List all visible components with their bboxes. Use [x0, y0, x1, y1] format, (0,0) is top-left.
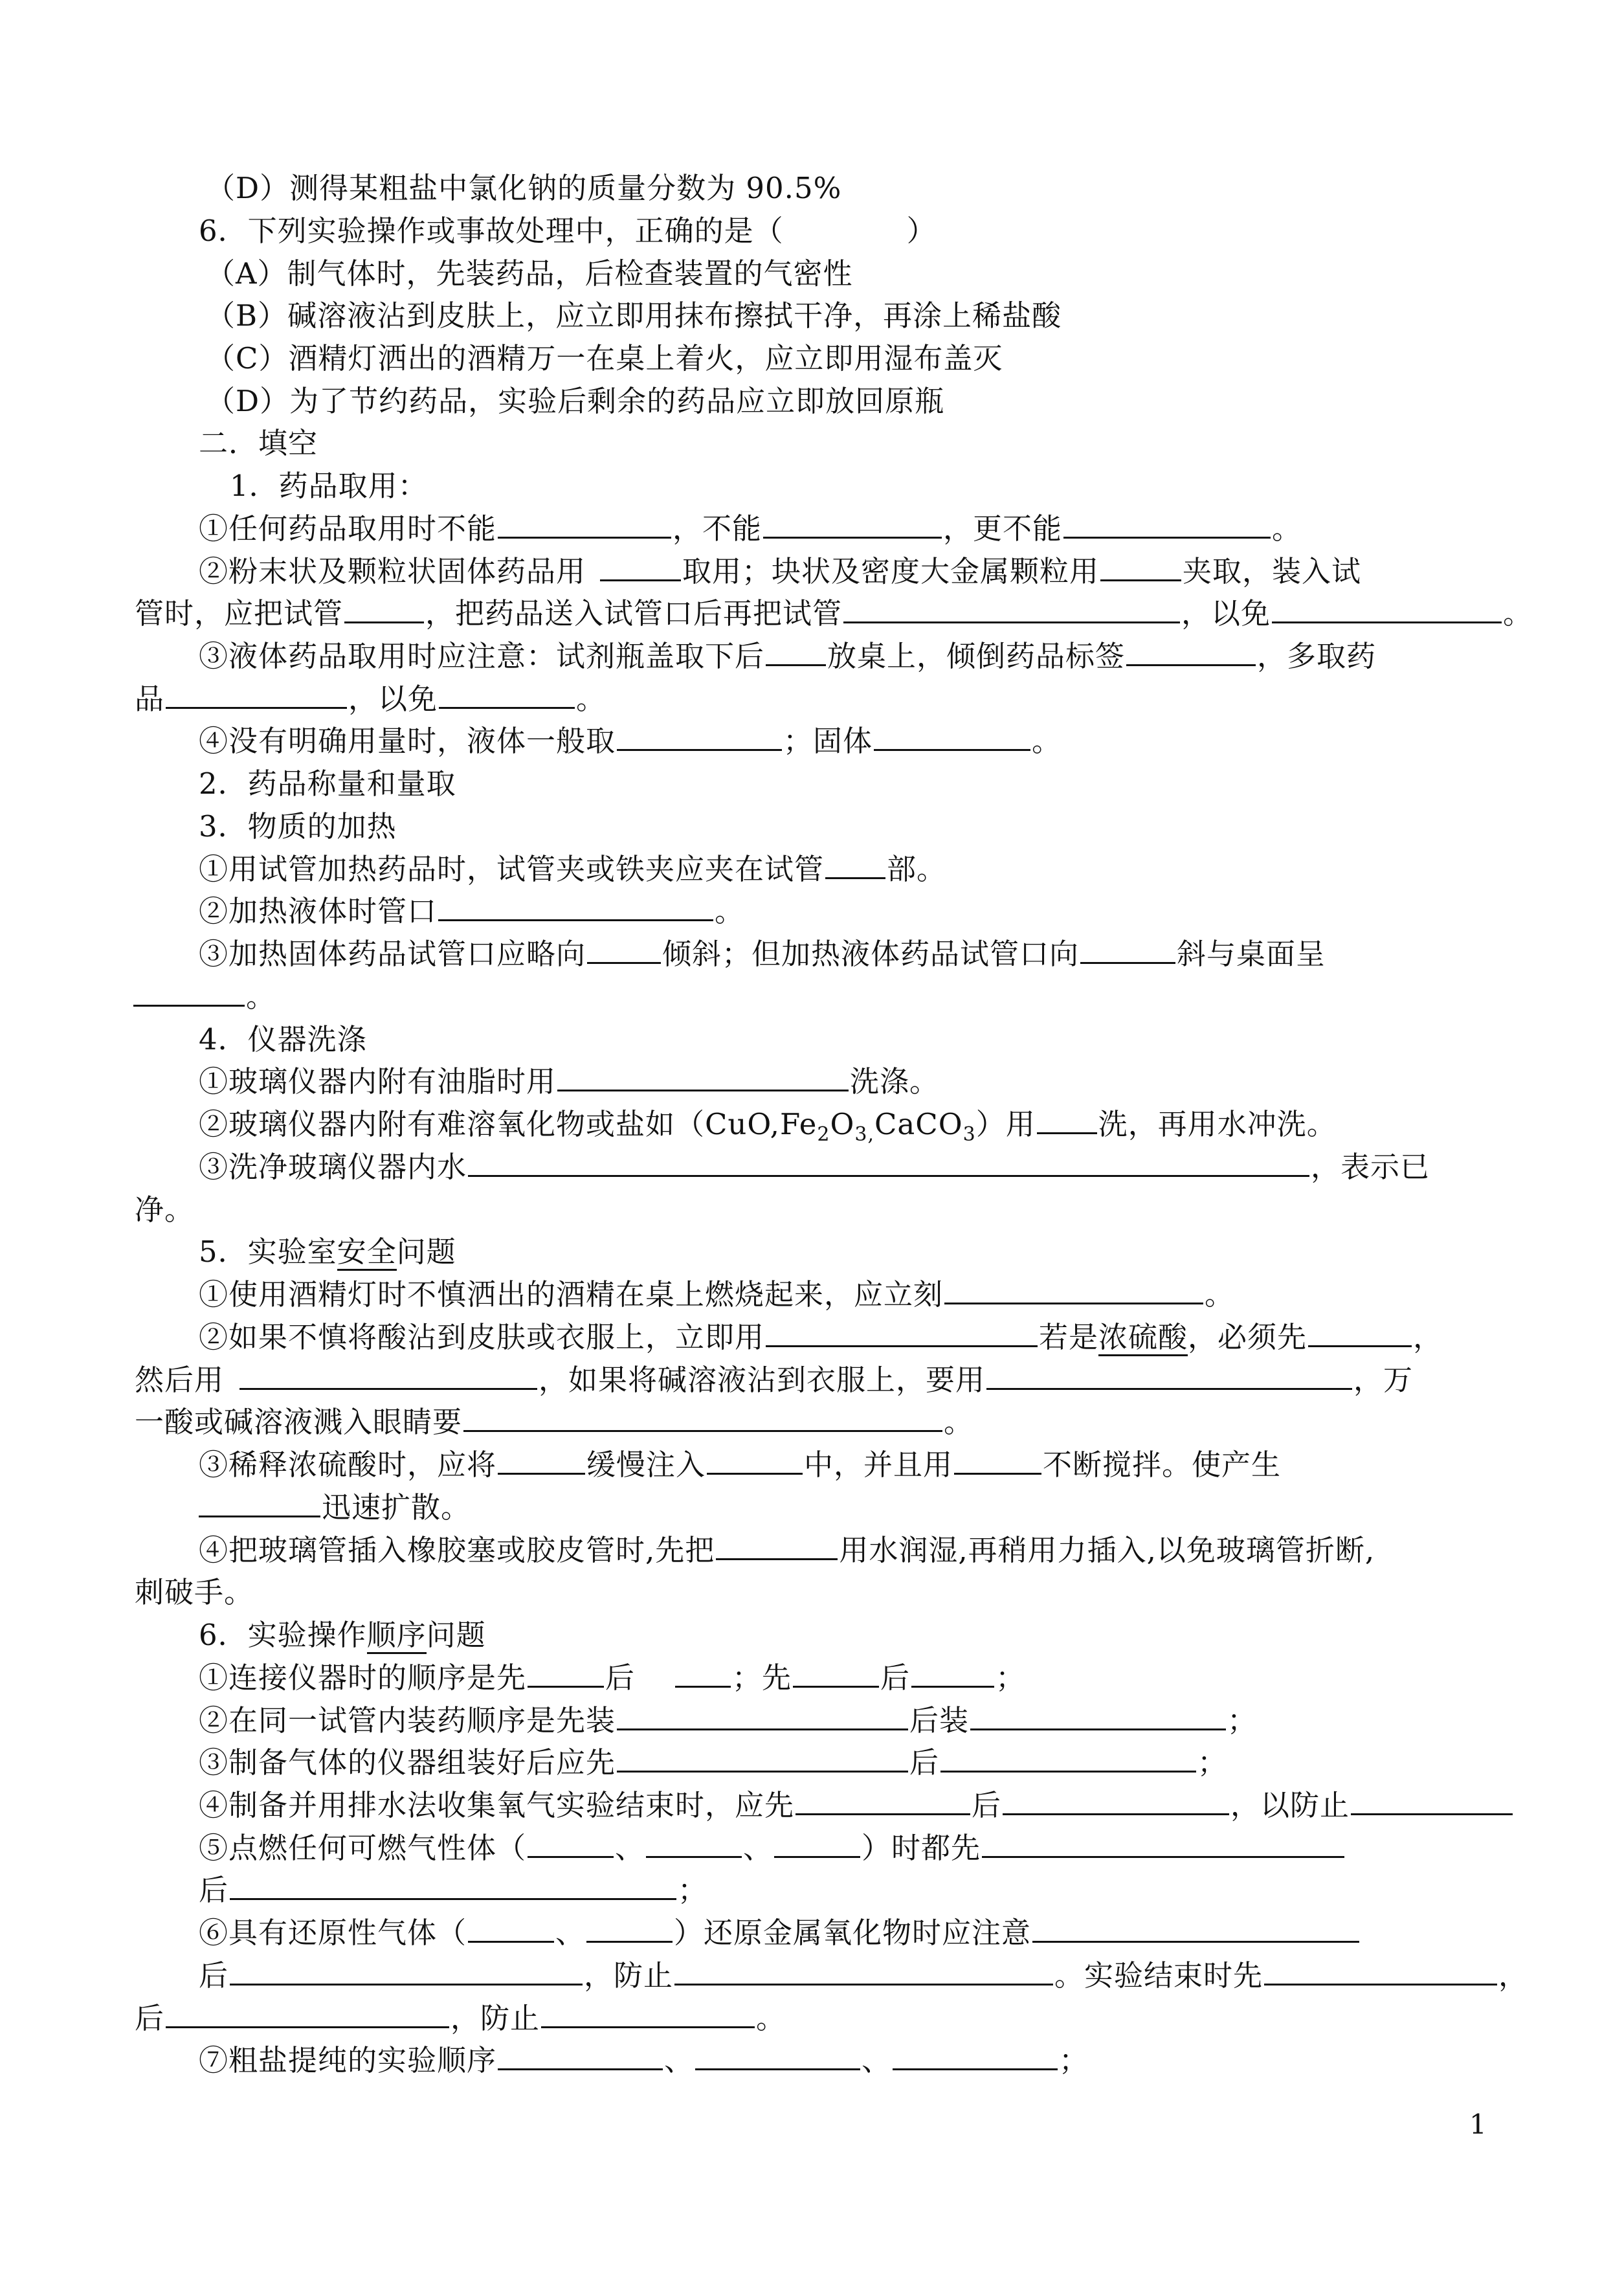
item-4-3: ③洗净玻璃仪器内水 ，表示已	[199, 1146, 1430, 1189]
answer-blank	[793, 1657, 879, 1688]
item-4-2: ②玻璃仪器内附有难溶氧化物或盐如$(CuO,Fe_2O_{3,}CaCO_3)$用 洗，再用水冲洗。	[199, 1103, 1337, 1146]
item-1-1: ①任何药品取用时不能 ，不能 ，更不能 。	[199, 508, 1302, 550]
item-1-4: ④没有明确用量时，液体一般取 ；固体 。	[199, 720, 1062, 763]
answer-blank	[954, 1444, 1041, 1475]
item-5-2: ②如果不慎将酸沾到皮肤或衣服上，立即用 若是浓硫酸，必须先 ，	[199, 1316, 1443, 1359]
answer-blank	[970, 1700, 1226, 1730]
answer-blank	[675, 1657, 731, 1688]
item-4-3-continued: 净。	[135, 1192, 195, 1227]
question-5-option-d: （D）测得某粗盐中氯化钠的质量分数为 90.5%	[206, 171, 842, 205]
answer-blank	[766, 636, 826, 666]
answer-blank	[1080, 934, 1175, 964]
item-6-6-continued: 后 ，防止 。实验结束时先 ，	[199, 1954, 1528, 1997]
item-1-2: ②粉末状及颗粒状固体药品用 取用；块状及密度大金属颗粒用 夹取，装入试	[199, 550, 1361, 593]
answer-blank	[982, 1828, 1344, 1858]
answer-blank	[468, 1912, 554, 1943]
answer-blank	[1032, 1912, 1359, 1943]
item-3-3: ③加热固体药品试管口应略向 倾斜；但加热液体药品试管口向 斜与桌面呈	[199, 933, 1326, 976]
answer-blank	[528, 1657, 604, 1688]
answer-blank	[986, 1359, 1352, 1390]
item-4-1: ①玻璃仪器内附有油脂时用 洗涤。	[199, 1060, 939, 1103]
answer-blank	[463, 1402, 942, 1432]
answer-blank	[1063, 508, 1271, 539]
item-5-1: ①使用酒精灯时不慎洒出的酒精在桌上燃烧起来，应立刻 。	[199, 1273, 1234, 1316]
item-6-3: ③制备气体的仪器组装好后应先 后 ；	[199, 1741, 1227, 1784]
answer-blank	[438, 891, 713, 921]
answer-blank	[1272, 593, 1502, 623]
item-6-5: ⑤点燃任何可燃气性体（ 、 、 ）时都先	[199, 1827, 1346, 1870]
item-5-2-continued-2: 一酸或碱溶液溅入眼睛要 。	[135, 1401, 973, 1444]
item-6-4: ④制备并用排水法收集氧气实验结束时，应先 后 ，以防止	[199, 1784, 1514, 1827]
answer-blank	[439, 678, 575, 709]
section-heading: 二．填空	[199, 426, 318, 460]
item-6-5-continued: 后 ；	[199, 1869, 707, 1912]
item-1-3: ③液体药品取用时应注意：试剂瓶盖取下后 放桌上，倾倒药品标签 ，多取药	[199, 635, 1376, 678]
answer-blank	[674, 1955, 1053, 1985]
item-1-3-continued: 品 ，以免 。	[135, 678, 606, 721]
item-1-2-continued: 管时，应把试管 ，把药品送入试管口后再把试管 ，以免 。	[135, 592, 1533, 635]
answer-blank	[166, 678, 347, 709]
answer-blank	[199, 1487, 320, 1517]
item-3-1: ①用试管加热药品时，试管夹或铁夹应夹在试管 部。	[199, 848, 946, 891]
answer-blank	[795, 1785, 970, 1815]
subsection-title-3: 3．物质的加热	[199, 809, 397, 844]
answer-blank	[763, 508, 942, 539]
answer-blank	[230, 1870, 676, 1900]
subsection-title-2: 2．药品称量和量取	[199, 766, 456, 801]
subsection-title-4: 4．仪器洗涤	[199, 1022, 367, 1057]
question-6-option-d: （D）为了节约药品，实验后剩余的药品应立即放回原瓶	[206, 384, 945, 418]
item-5-3: ③稀释浓硫酸时，应将 缓慢注入 中，并且用 不断搅拌。使产生	[199, 1444, 1281, 1486]
answer-blank	[707, 1444, 803, 1475]
subsection-title-6: 6．实验操作顺序问题	[199, 1614, 486, 1657]
answer-blank	[766, 1317, 1038, 1347]
answer-blank	[239, 1359, 537, 1390]
answer-blank	[893, 2040, 1058, 2070]
answer-blank	[528, 1828, 614, 1858]
answer-blank	[1351, 1785, 1513, 1815]
answer-blank	[646, 1828, 742, 1858]
question-6-option-a: （A）制气体时，先装药品，后检查装置的气密性	[206, 256, 853, 291]
answer-blank	[617, 1742, 908, 1773]
answer-blank	[617, 721, 782, 751]
item-6-2: ②在同一试管内装药顺序是先装 后装 ；	[199, 1699, 1257, 1742]
item-3-3-continued: 。	[133, 976, 276, 1018]
page-number: 1	[1469, 2108, 1487, 2140]
answer-blank	[600, 551, 681, 581]
answer-blank	[498, 508, 671, 539]
item-6-6: ⑥具有还原性气体（ 、 ）还原金属氧化物时应注意	[199, 1912, 1361, 1954]
answer-blank	[1100, 551, 1181, 581]
answer-blank	[1126, 636, 1256, 666]
item-3-2: ②加热液体时管口 。	[199, 890, 744, 933]
question-6-option-c: （C）酒精灯洒出的酒精万一在桌上着火，应立即用湿布盖灭	[206, 341, 1003, 375]
subsection-title-5: 5．实验室安全问题	[199, 1231, 456, 1273]
answer-blank	[166, 1998, 449, 2028]
answer-blank	[586, 1912, 673, 1943]
item-6-6-continued-2: 后 ，防止 。	[135, 1997, 786, 2040]
answer-blank	[557, 1061, 849, 1091]
answer-blank	[940, 1742, 1196, 1773]
answer-blank	[468, 1146, 1309, 1177]
answer-blank	[498, 2040, 663, 2070]
answer-blank	[617, 1700, 908, 1730]
answer-blank	[498, 1444, 585, 1475]
subsection-title-1: 1．药品取用：	[230, 469, 428, 503]
answer-blank	[716, 1530, 838, 1560]
item-5-4-continued: 刺破手。	[135, 1575, 254, 1609]
answer-blank	[1264, 1955, 1497, 1985]
answer-blank	[774, 1828, 860, 1858]
answer-blank	[1308, 1317, 1412, 1347]
item-5-3-continued: 迅速扩散。	[199, 1486, 471, 1529]
answer-blank	[695, 2040, 860, 2070]
question-6-stem: 6．下列实验操作或事故处理中，正确的是（ ）	[199, 214, 937, 248]
answer-blank	[133, 976, 245, 1007]
answer-blank	[944, 1274, 1203, 1304]
answer-blank	[541, 1998, 755, 2028]
answer-blank	[1037, 1104, 1097, 1134]
answer-blank	[843, 593, 1180, 623]
answer-blank	[1003, 1785, 1229, 1815]
question-6-option-b: （B）碱溶液沾到皮肤上，应立即用抹布擦拭干净，再涂上稀盐酸	[206, 298, 1062, 333]
answer-blank	[825, 849, 885, 879]
item-5-2-continued: 然后用 ，如果将碱溶液沾到衣服上，要用 ，万	[135, 1359, 1413, 1402]
answer-blank	[911, 1657, 994, 1688]
answer-blank	[587, 934, 661, 964]
answer-blank	[230, 1955, 583, 1985]
answer-blank	[344, 593, 424, 623]
answer-blank	[874, 721, 1030, 751]
item-5-4: ④把玻璃管插入橡胶塞或胶皮管时,先把 用水润湿,再稍用力插入,以免玻璃管折断,	[199, 1529, 1375, 1572]
item-6-1: ①连接仪器时的顺序是先 后 ；先 后 ；	[199, 1657, 1025, 1699]
item-6-7: ⑦粗盐提纯的实验顺序 、 、 ；	[199, 2039, 1089, 2082]
